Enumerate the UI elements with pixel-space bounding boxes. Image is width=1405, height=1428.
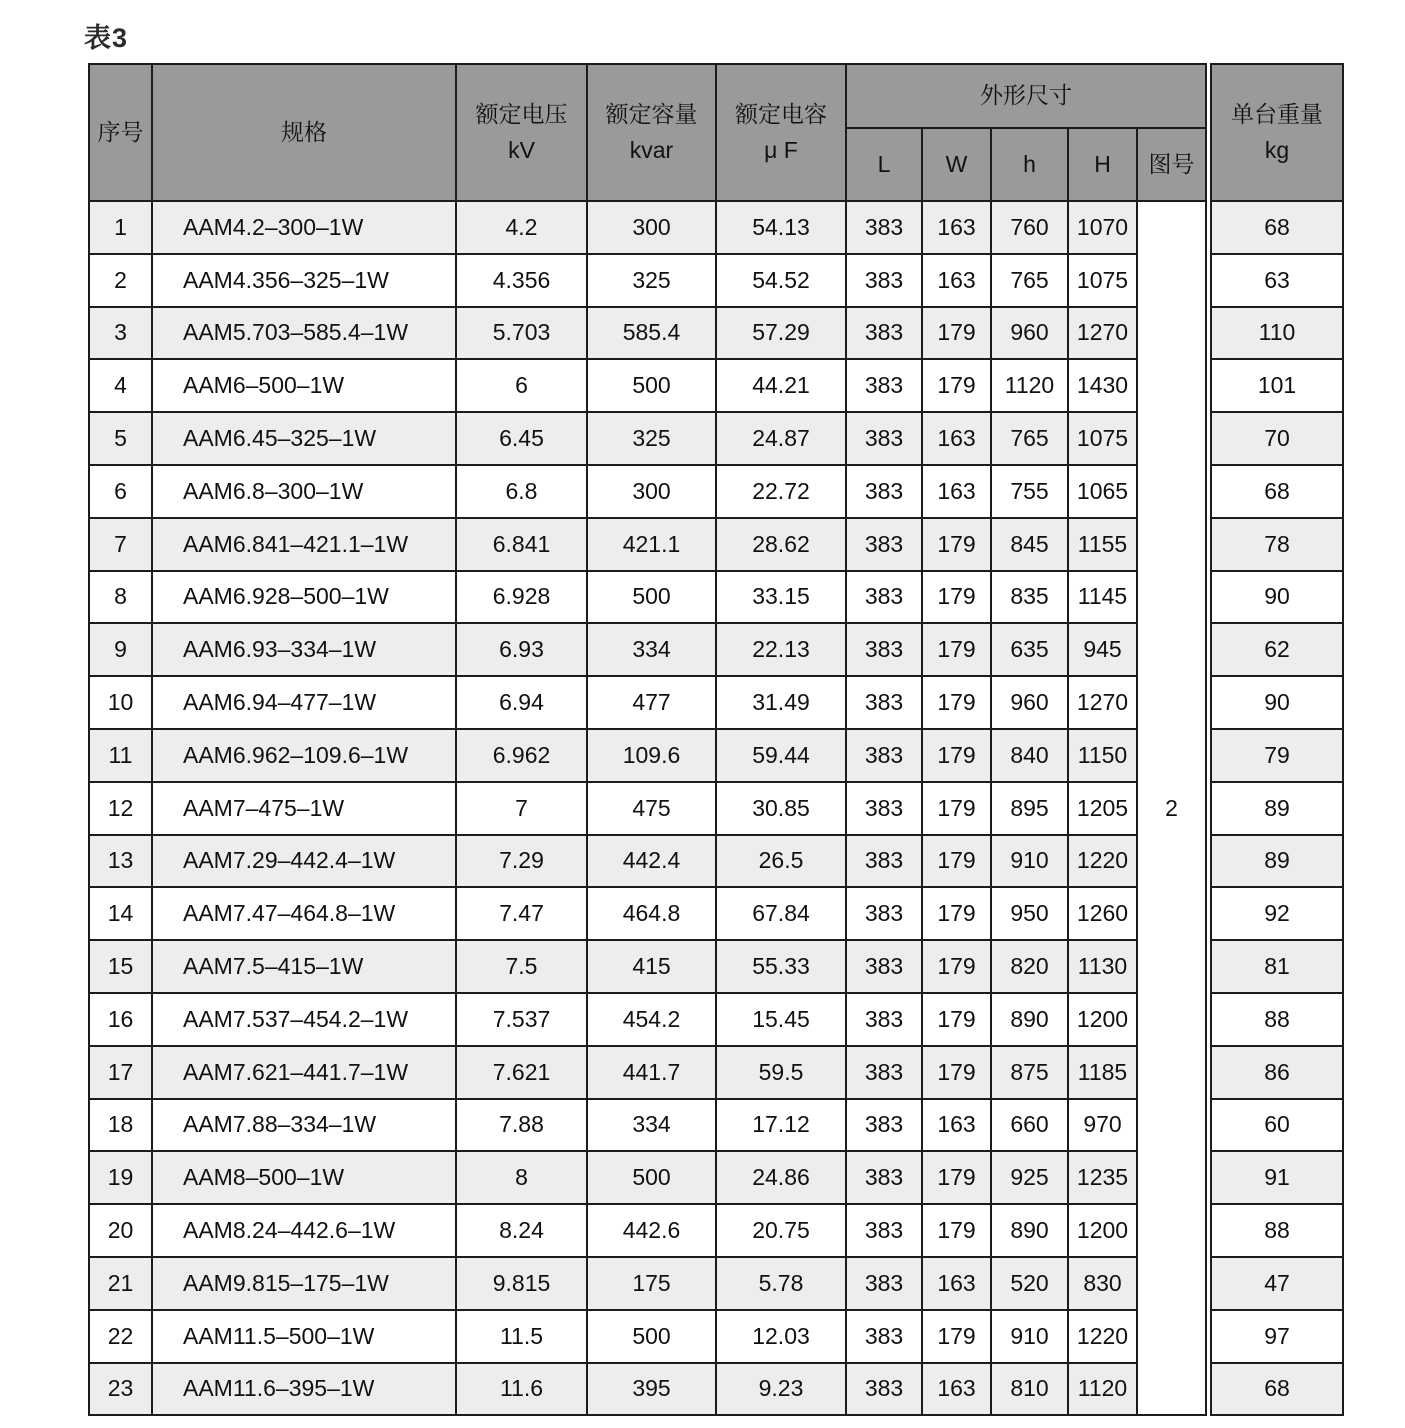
table-row <box>89 201 1343 254</box>
cell-dim-w: 179 <box>922 1151 991 1204</box>
cell-dim-l: 383 <box>846 782 922 835</box>
cell-dim-l: 383 <box>846 623 922 676</box>
cell-rated-capacity: 441.7 <box>587 1046 716 1099</box>
cell-spec: AAM8.24–442.6–1W <box>152 1204 456 1257</box>
cell-rated-voltage: 11.6 <box>456 1363 587 1416</box>
cell-unit-weight: 86 <box>1211 1046 1343 1099</box>
cell-rated-capacity: 500 <box>587 1151 716 1204</box>
cell-dim-h-upper: 1430 <box>1068 359 1137 412</box>
cell-serial: 4 <box>89 359 152 412</box>
header-rated-voltage-unit: kV <box>508 136 535 163</box>
cell-dim-l: 383 <box>846 1099 922 1152</box>
cell-dim-h-upper: 1200 <box>1068 1204 1137 1257</box>
table-body <box>89 201 1343 1415</box>
cell-dim-l: 383 <box>846 993 922 1046</box>
cell-rated-capacitance: 54.52 <box>716 254 846 307</box>
spec-table <box>88 63 1344 1416</box>
cell-rated-capacity: 442.4 <box>587 835 716 888</box>
cell-rated-voltage: 4.2 <box>456 201 587 254</box>
cell-spec: AAM7–475–1W <box>152 782 456 835</box>
cell-dim-h-lower: 840 <box>991 729 1068 782</box>
cell-unit-weight: 68 <box>1211 201 1343 254</box>
cell-dim-l: 383 <box>846 1310 922 1363</box>
cell-unit-weight: 90 <box>1211 676 1343 729</box>
cell-rated-capacitance: 55.33 <box>716 940 846 993</box>
cell-dim-h-upper: 1070 <box>1068 201 1137 254</box>
cell-serial: 3 <box>89 307 152 360</box>
cell-spec: AAM8–500–1W <box>152 1151 456 1204</box>
header-dim-l: L <box>846 128 922 201</box>
cell-rated-capacity: 334 <box>587 1099 716 1152</box>
header-dim-h-upper: H <box>1068 128 1137 201</box>
cell-rated-voltage: 6.45 <box>456 412 587 465</box>
cell-unit-weight: 101 <box>1211 359 1343 412</box>
cell-rated-voltage: 7 <box>456 782 587 835</box>
cell-unit-weight: 92 <box>1211 887 1343 940</box>
cell-dim-h-lower: 660 <box>991 1099 1068 1152</box>
cell-dim-l: 383 <box>846 1257 922 1310</box>
cell-serial: 8 <box>89 571 152 624</box>
cell-spec: AAM6–500–1W <box>152 359 456 412</box>
cell-dim-w: 163 <box>922 465 991 518</box>
header-dim-w: W <box>922 128 991 201</box>
cell-dim-h-upper: 1155 <box>1068 518 1137 571</box>
cell-dim-w: 163 <box>922 412 991 465</box>
cell-rated-capacity: 442.6 <box>587 1204 716 1257</box>
cell-spec: AAM6.94–477–1W <box>152 676 456 729</box>
cell-unit-weight: 62 <box>1211 623 1343 676</box>
cell-unit-weight: 90 <box>1211 571 1343 624</box>
cell-rated-voltage: 8 <box>456 1151 587 1204</box>
cell-rated-voltage: 6 <box>456 359 587 412</box>
header-rated-capacity-label: 额定容量 <box>605 100 698 127</box>
cell-serial: 12 <box>89 782 152 835</box>
cell-dim-h-lower: 925 <box>991 1151 1068 1204</box>
cell-dim-h-lower: 960 <box>991 307 1068 360</box>
cell-rated-capacitance: 54.13 <box>716 201 846 254</box>
cell-serial: 21 <box>89 1257 152 1310</box>
cell-dim-h-upper: 1260 <box>1068 887 1137 940</box>
cell-rated-capacity: 334 <box>587 623 716 676</box>
cell-dim-w: 179 <box>922 1204 991 1257</box>
cell-dim-h-upper: 1185 <box>1068 1046 1137 1099</box>
cell-rated-capacity: 395 <box>587 1363 716 1416</box>
cell-dim-h-upper: 945 <box>1068 623 1137 676</box>
cell-dim-h-lower: 520 <box>991 1257 1068 1310</box>
cell-rated-voltage: 6.8 <box>456 465 587 518</box>
cell-dim-l: 383 <box>846 887 922 940</box>
cell-dim-h-lower: 755 <box>991 465 1068 518</box>
cell-rated-capacitance: 31.49 <box>716 676 846 729</box>
cell-spec: AAM7.621–441.7–1W <box>152 1046 456 1099</box>
cell-unit-weight: 89 <box>1211 835 1343 888</box>
header-unit-weight <box>1211 64 1343 201</box>
header-dim-h-lower: h <box>991 128 1068 201</box>
cell-spec: AAM5.703–585.4–1W <box>152 307 456 360</box>
cell-serial: 18 <box>89 1099 152 1152</box>
cell-spec: AAM7.537–454.2–1W <box>152 993 456 1046</box>
cell-serial: 6 <box>89 465 152 518</box>
cell-rated-capacity: 500 <box>587 1310 716 1363</box>
cell-unit-weight: 68 <box>1211 1363 1343 1416</box>
cell-serial: 5 <box>89 412 152 465</box>
cell-dim-h-upper: 1150 <box>1068 729 1137 782</box>
cell-dim-h-lower: 810 <box>991 1363 1068 1416</box>
cell-rated-voltage: 7.621 <box>456 1046 587 1099</box>
cell-dim-h-upper: 1270 <box>1068 676 1137 729</box>
cell-rated-capacitance: 44.21 <box>716 359 846 412</box>
header-rated-capacitance-unit: μ F <box>764 136 798 163</box>
cell-dim-h-upper: 830 <box>1068 1257 1137 1310</box>
cell-rated-voltage: 4.356 <box>456 254 587 307</box>
cell-rated-voltage: 6.928 <box>456 571 587 624</box>
cell-dim-l: 383 <box>846 1046 922 1099</box>
cell-dim-h-upper: 1065 <box>1068 465 1137 518</box>
cell-dim-h-lower: 910 <box>991 835 1068 888</box>
cell-dim-w: 179 <box>922 835 991 888</box>
cell-rated-capacitance: 59.44 <box>716 729 846 782</box>
cell-dim-h-upper: 1120 <box>1068 1363 1137 1416</box>
cell-rated-capacitance: 26.5 <box>716 835 846 888</box>
header-figure-no: 图号 <box>1137 128 1206 201</box>
cell-serial: 1 <box>89 201 152 254</box>
cell-dim-h-lower: 820 <box>991 940 1068 993</box>
cell-dim-w: 179 <box>922 887 991 940</box>
cell-rated-capacitance: 28.62 <box>716 518 846 571</box>
cell-dim-l: 383 <box>846 1363 922 1416</box>
cell-rated-capacity: 475 <box>587 782 716 835</box>
cell-rated-capacity: 477 <box>587 676 716 729</box>
cell-dim-l: 383 <box>846 307 922 360</box>
cell-dim-h-upper: 1270 <box>1068 307 1137 360</box>
header-serial: 序号 <box>89 64 152 201</box>
cell-spec: AAM6.8–300–1W <box>152 465 456 518</box>
cell-spec: AAM6.928–500–1W <box>152 571 456 624</box>
cell-dim-w: 179 <box>922 940 991 993</box>
cell-dim-l: 383 <box>846 359 922 412</box>
cell-dim-w: 163 <box>922 1099 991 1152</box>
cell-unit-weight: 88 <box>1211 1204 1343 1257</box>
cell-dim-h-lower: 835 <box>991 571 1068 624</box>
cell-rated-voltage: 11.5 <box>456 1310 587 1363</box>
cell-dim-w: 179 <box>922 359 991 412</box>
cell-dim-w: 179 <box>922 993 991 1046</box>
cell-unit-weight: 63 <box>1211 254 1343 307</box>
cell-dim-l: 383 <box>846 835 922 888</box>
cell-serial: 15 <box>89 940 152 993</box>
header-rated-capacity-unit: kvar <box>629 136 674 163</box>
cell-dim-w: 163 <box>922 1363 991 1416</box>
cell-serial: 23 <box>89 1363 152 1416</box>
cell-rated-voltage: 8.24 <box>456 1204 587 1257</box>
cell-dim-l: 383 <box>846 1151 922 1204</box>
cell-dim-w: 179 <box>922 1310 991 1363</box>
cell-dim-h-lower: 910 <box>991 1310 1068 1363</box>
cell-rated-capacity: 109.6 <box>587 729 716 782</box>
cell-rated-capacitance: 22.13 <box>716 623 846 676</box>
cell-serial: 20 <box>89 1204 152 1257</box>
cell-dim-h-lower: 1120 <box>991 359 1068 412</box>
cell-rated-voltage: 7.29 <box>456 835 587 888</box>
cell-dim-h-lower: 765 <box>991 254 1068 307</box>
cell-rated-capacitance: 12.03 <box>716 1310 846 1363</box>
cell-dim-l: 383 <box>846 676 922 729</box>
cell-serial: 11 <box>89 729 152 782</box>
table-header <box>89 64 1343 201</box>
header-unit-weight-unit: kg <box>1264 136 1290 163</box>
cell-unit-weight: 47 <box>1211 1257 1343 1310</box>
cell-dim-h-lower: 960 <box>991 676 1068 729</box>
cell-dim-h-upper: 1075 <box>1068 412 1137 465</box>
cell-rated-voltage: 6.93 <box>456 623 587 676</box>
cell-rated-voltage: 6.94 <box>456 676 587 729</box>
cell-rated-capacity: 500 <box>587 571 716 624</box>
cell-serial: 9 <box>89 623 152 676</box>
cell-rated-capacitance: 30.85 <box>716 782 846 835</box>
cell-rated-voltage: 6.962 <box>456 729 587 782</box>
cell-dim-l: 383 <box>846 412 922 465</box>
cell-rated-capacity: 585.4 <box>587 307 716 360</box>
cell-rated-voltage: 7.88 <box>456 1099 587 1152</box>
cell-dim-w: 179 <box>922 782 991 835</box>
cell-spec: AAM6.962–109.6–1W <box>152 729 456 782</box>
cell-dim-h-upper: 1235 <box>1068 1151 1137 1204</box>
cell-rated-capacitance: 22.72 <box>716 465 846 518</box>
cell-dim-l: 383 <box>846 571 922 624</box>
cell-dim-l: 383 <box>846 1204 922 1257</box>
cell-serial: 13 <box>89 835 152 888</box>
header-spec: 规格 <box>152 64 456 201</box>
cell-dim-l: 383 <box>846 940 922 993</box>
cell-serial: 10 <box>89 676 152 729</box>
cell-unit-weight: 110 <box>1211 307 1343 360</box>
cell-rated-capacitance: 59.5 <box>716 1046 846 1099</box>
cell-unit-weight: 81 <box>1211 940 1343 993</box>
cell-rated-capacity: 325 <box>587 254 716 307</box>
cell-dim-h-lower: 875 <box>991 1046 1068 1099</box>
cell-dim-l: 383 <box>846 729 922 782</box>
cell-dim-w: 179 <box>922 729 991 782</box>
cell-dim-w: 179 <box>922 307 991 360</box>
cell-dim-h-lower: 950 <box>991 887 1068 940</box>
cell-spec: AAM11.5–500–1W <box>152 1310 456 1363</box>
header-unit-weight-label: 单台重量 <box>1231 100 1324 127</box>
header-rated-capacitance-label: 额定电容 <box>735 100 827 127</box>
cell-spec: AAM7.5–415–1W <box>152 940 456 993</box>
cell-rated-capacitance: 20.75 <box>716 1204 846 1257</box>
cell-serial: 19 <box>89 1151 152 1204</box>
cell-unit-weight: 78 <box>1211 518 1343 571</box>
cell-serial: 22 <box>89 1310 152 1363</box>
cell-rated-voltage: 7.5 <box>456 940 587 993</box>
cell-dim-h-lower: 845 <box>991 518 1068 571</box>
cell-unit-weight: 68 <box>1211 465 1343 518</box>
cell-dim-h-lower: 765 <box>991 412 1068 465</box>
cell-dim-l: 383 <box>846 465 922 518</box>
cell-spec: AAM7.29–442.4–1W <box>152 835 456 888</box>
cell-unit-weight: 97 <box>1211 1310 1343 1363</box>
cell-spec: AAM9.815–175–1W <box>152 1257 456 1310</box>
cell-rated-voltage: 6.841 <box>456 518 587 571</box>
cell-dim-w: 179 <box>922 676 991 729</box>
cell-dim-w: 179 <box>922 571 991 624</box>
header-dimensions-group: 外形尺寸 <box>846 64 1206 128</box>
header-rated-capacity <box>587 64 716 201</box>
cell-dim-w: 179 <box>922 518 991 571</box>
cell-rated-capacity: 454.2 <box>587 993 716 1046</box>
cell-dim-h-upper: 1145 <box>1068 571 1137 624</box>
cell-dim-w: 179 <box>922 623 991 676</box>
cell-unit-weight: 91 <box>1211 1151 1343 1204</box>
cell-rated-capacitance: 5.78 <box>716 1257 846 1310</box>
cell-dim-h-lower: 760 <box>991 201 1068 254</box>
header-rated-voltage-label: 额定电压 <box>475 100 568 127</box>
cell-rated-capacitance: 24.87 <box>716 412 846 465</box>
cell-spec: AAM11.6–395–1W <box>152 1363 456 1416</box>
cell-spec: AAM6.93–334–1W <box>152 623 456 676</box>
cell-serial: 7 <box>89 518 152 571</box>
cell-unit-weight: 89 <box>1211 782 1343 835</box>
cell-dim-h-upper: 1130 <box>1068 940 1137 993</box>
cell-spec: AAM7.47–464.8–1W <box>152 887 456 940</box>
cell-spec: AAM6.45–325–1W <box>152 412 456 465</box>
cell-unit-weight: 88 <box>1211 993 1343 1046</box>
cell-dim-l: 383 <box>846 518 922 571</box>
cell-rated-capacity: 175 <box>587 1257 716 1310</box>
cell-serial: 16 <box>89 993 152 1046</box>
cell-dim-h-upper: 1220 <box>1068 1310 1137 1363</box>
cell-rated-capacity: 464.8 <box>587 887 716 940</box>
cell-dim-h-upper: 970 <box>1068 1099 1137 1152</box>
cell-unit-weight: 79 <box>1211 729 1343 782</box>
cell-dim-h-lower: 635 <box>991 623 1068 676</box>
cell-dim-l: 383 <box>846 201 922 254</box>
cell-spec: AAM4.2–300–1W <box>152 201 456 254</box>
cell-rated-capacity: 415 <box>587 940 716 993</box>
cell-dim-h-lower: 890 <box>991 1204 1068 1257</box>
cell-rated-voltage: 7.537 <box>456 993 587 1046</box>
cell-rated-capacity: 421.1 <box>587 518 716 571</box>
figure-no-cell: 2 <box>1137 201 1206 1415</box>
table-title: 表3 <box>84 23 129 53</box>
cell-dim-w: 163 <box>922 254 991 307</box>
cell-rated-capacity: 500 <box>587 359 716 412</box>
cell-spec: AAM6.841–421.1–1W <box>152 518 456 571</box>
cell-dim-w: 163 <box>922 1257 991 1310</box>
cell-dim-h-upper: 1220 <box>1068 835 1137 888</box>
cell-rated-capacitance: 33.15 <box>716 571 846 624</box>
cell-dim-h-lower: 895 <box>991 782 1068 835</box>
cell-rated-voltage: 7.47 <box>456 887 587 940</box>
cell-serial: 17 <box>89 1046 152 1099</box>
cell-unit-weight: 70 <box>1211 412 1343 465</box>
header-rated-voltage <box>456 64 587 201</box>
cell-spec: AAM4.356–325–1W <box>152 254 456 307</box>
cell-rated-capacity: 300 <box>587 465 716 518</box>
cell-rated-capacity: 325 <box>587 412 716 465</box>
cell-serial: 2 <box>89 254 152 307</box>
cell-rated-capacitance: 24.86 <box>716 1151 846 1204</box>
cell-rated-capacitance: 67.84 <box>716 887 846 940</box>
cell-spec: AAM7.88–334–1W <box>152 1099 456 1152</box>
cell-dim-w: 179 <box>922 1046 991 1099</box>
cell-rated-voltage: 5.703 <box>456 307 587 360</box>
cell-rated-capacity: 300 <box>587 201 716 254</box>
cell-dim-l: 383 <box>846 254 922 307</box>
cell-rated-capacitance: 57.29 <box>716 307 846 360</box>
cell-dim-w: 163 <box>922 201 991 254</box>
header-rated-capacitance <box>716 64 846 201</box>
cell-dim-h-upper: 1205 <box>1068 782 1137 835</box>
cell-dim-h-upper: 1200 <box>1068 993 1137 1046</box>
cell-dim-h-upper: 1075 <box>1068 254 1137 307</box>
cell-serial: 14 <box>89 887 152 940</box>
cell-dim-h-lower: 890 <box>991 993 1068 1046</box>
cell-rated-capacitance: 15.45 <box>716 993 846 1046</box>
cell-rated-capacitance: 9.23 <box>716 1363 846 1416</box>
cell-rated-capacitance: 17.12 <box>716 1099 846 1152</box>
cell-rated-voltage: 9.815 <box>456 1257 587 1310</box>
cell-unit-weight: 60 <box>1211 1099 1343 1152</box>
